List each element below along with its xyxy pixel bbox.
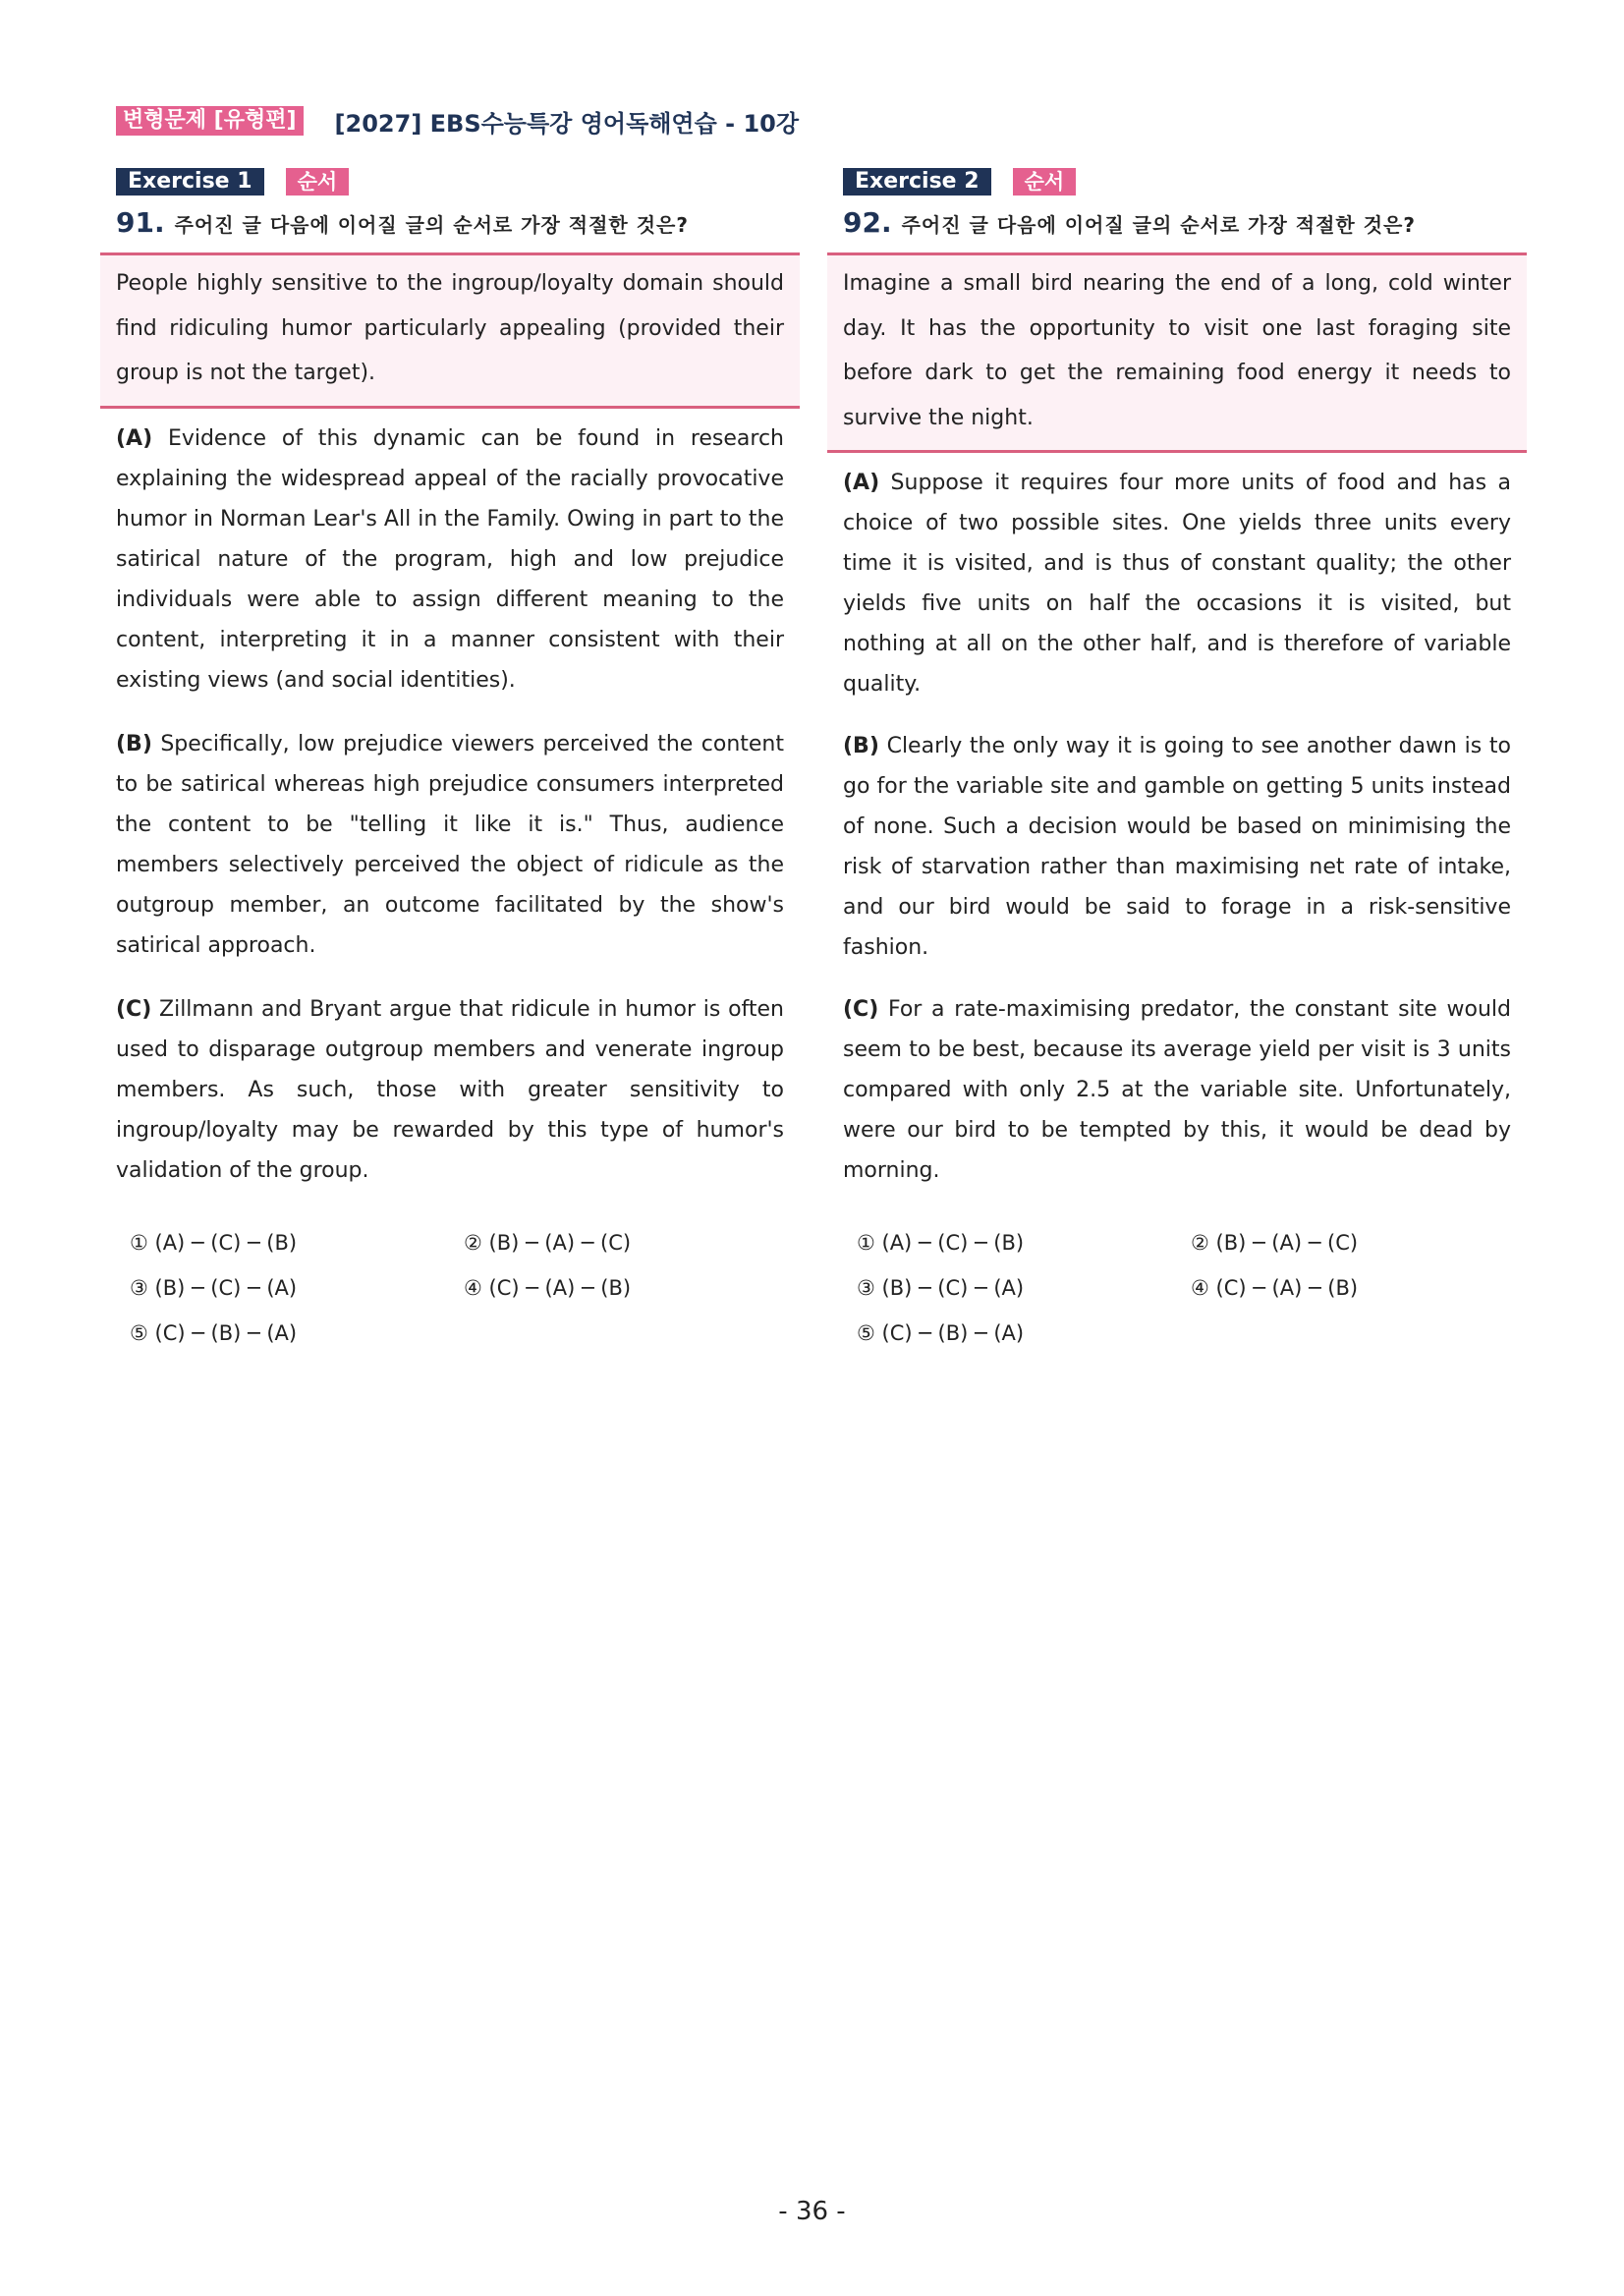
choice-2[interactable]: ② (B) ─ (A) ─ (C) xyxy=(464,1230,632,1255)
variant-badge: 변형문제 [유형편] xyxy=(116,106,304,136)
paragraph-label: (A) xyxy=(843,471,880,495)
answer-choices xyxy=(857,1220,1527,1356)
document-title: [2027] EBS수능특강 영어독해연습 - 10강 xyxy=(334,109,800,138)
paragraph-c xyxy=(116,989,784,1191)
paragraph-text: For a rate-maximising predator, the constant site would seem to be best, because its average yield per visit is 3 units compared with only 2.5 at the variable site. Unfortunately, were our bird to be tempted by this, it would be dead by morning. xyxy=(843,997,1511,1183)
page-header xyxy=(116,104,799,138)
paragraph-label: (B) xyxy=(843,734,879,758)
choice-5[interactable]: ⑤ (C) ─ (B) ─ (A) xyxy=(130,1320,298,1345)
paragraph-label: (C) xyxy=(843,997,879,1022)
choice-2[interactable]: ② (B) ─ (A) ─ (C) xyxy=(1191,1231,1359,1255)
paragraph-text: Suppose it requires four more units of food and has a choice of two possible sites. One yields three units every time it is visited, and is thus of constant quality; the other yields five units on half the occasions it is visited, but nothing at all on the other half, and is therefore of variable quality. xyxy=(843,471,1511,697)
question-line xyxy=(116,206,800,239)
paragraph-b xyxy=(843,726,1511,968)
exercise-label: Exercise 2 xyxy=(843,168,991,196)
paragraph-text: Evidence of this dynamic can be found in research explaining the widespread appeal of the racially provocative humor in Norman Lear's All in the Family. Owing in part to the satirical nature of the program, high and low prejudice individuals were able to assign different meaning to the content, interpreting it in a manner consistent with their existing views (and social identities). xyxy=(116,425,784,693)
exercise-label-row xyxy=(843,167,1527,196)
question-line xyxy=(843,206,1527,239)
exercise-label: Exercise 1 xyxy=(116,168,264,196)
question-number: 92. xyxy=(843,206,892,239)
given-passage: Imagine a small bird nearing the end of a long, cold winter day. It has the opportunity to visit one last foraging site before dark to get the remaining food energy it needs to survive the night. xyxy=(827,252,1527,453)
type-label: 순서 xyxy=(286,168,350,196)
given-passage: People highly sensitive to the ingroup/loyalty domain should find ridiculing humor particularly appealing (provided their group is not the target). xyxy=(100,252,800,409)
type-label: 순서 xyxy=(1013,168,1077,196)
choice-3[interactable]: ③ (B) ─ (C) ─ (A) xyxy=(130,1275,298,1300)
paragraph-b xyxy=(116,724,784,966)
choice-5[interactable]: ⑤ (C) ─ (B) ─ (A) xyxy=(857,1321,1025,1345)
choice-3[interactable]: ③ (B) ─ (C) ─ (A) xyxy=(857,1276,1025,1300)
paragraph-text: Specifically, low prejudice viewers perceived the content to be satirical whereas high prejudice consumers interpreted the content to be "telling it like it is." Thus, audience members selectively perceived the object of ridicule as the outgroup member, an outcome facilitated by the show's satirical approach. xyxy=(116,731,784,958)
choice-1[interactable]: ① (A) ─ (C) ─ (B) xyxy=(130,1230,298,1255)
exercise-label-row xyxy=(116,167,800,196)
answer-choices xyxy=(130,1220,800,1356)
paragraph-a xyxy=(116,419,784,700)
choice-4[interactable]: ④ (C) ─ (A) ─ (B) xyxy=(1191,1276,1359,1300)
exercise-1 xyxy=(100,167,800,1356)
paragraph-text: Clearly the only way it is going to see another dawn is to go for the variable site and gamble on getting 5 units instead of none. Such a decision would be based on minimising the risk of starvation rather than maximising net rate of intake, and our bird would be said to forage in a risk-sensitive fashion. xyxy=(843,734,1511,960)
paragraph-a xyxy=(843,463,1511,704)
question-text: 주어진 글 다음에 이어질 글의 순서로 가장 적절한 것은? xyxy=(901,213,1416,237)
paragraph-label: (A) xyxy=(116,425,153,451)
choice-4[interactable]: ④ (C) ─ (A) ─ (B) xyxy=(464,1275,632,1300)
question-text: 주어진 글 다음에 이어질 글의 순서로 가장 적절한 것은? xyxy=(174,213,689,237)
paragraph-text: Zillmann and Bryant argue that ridicule in humor is often used to disparage outgroup members and venerate ingroup members. As such, those with greater sensitivity to ingroup/loyalty may be rewarded by this type of humor's validation of the group. xyxy=(116,996,784,1183)
exercise-2 xyxy=(827,167,1527,1356)
paragraph-c xyxy=(843,989,1511,1191)
paragraph-label: (C) xyxy=(116,996,152,1022)
choice-1[interactable]: ① (A) ─ (C) ─ (B) xyxy=(857,1231,1025,1255)
paragraph-label: (B) xyxy=(116,731,152,756)
question-number: 91. xyxy=(116,206,165,239)
page-number: - 36 - xyxy=(778,2197,846,2226)
